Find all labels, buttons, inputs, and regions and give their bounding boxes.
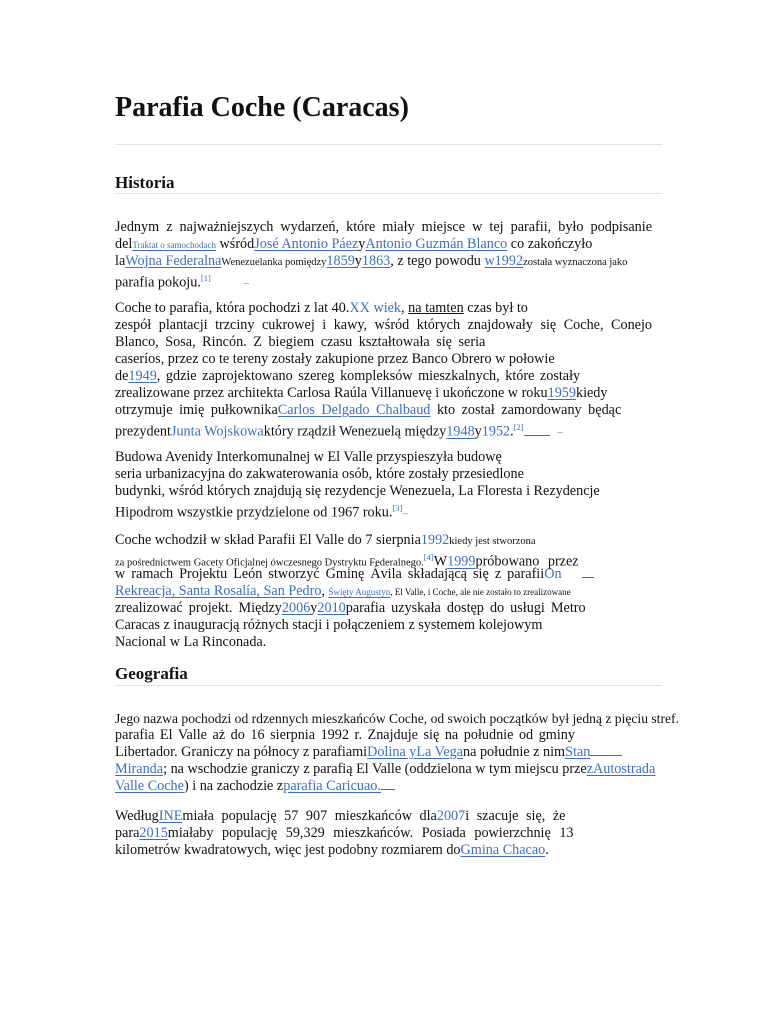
text-line: prezydentJunta Wojskowaktóry rządził Wenezuelą między1948y1952.[2]– [115, 422, 563, 440]
text-line: zrealizowane przez architekta Carlosa Raúla Villanuevę i ukończone w roku1959kiedy [115, 385, 608, 401]
link-1859[interactable]: 1859 [326, 253, 355, 269]
page-title: Parafia Coche (Caracas) [115, 92, 409, 123]
text-line: laWojna FederalnaWenezuelanka pomiędzy1859y1863, z tego powodu w1992została wyznaczona jako [115, 253, 628, 269]
text-line: Miranda; na wschodzie graniczy z parafią El Valle (oddzielona w tym miejscu przezAutostrada [115, 761, 656, 777]
link-2007[interactable]: 2007 [436, 808, 466, 824]
link-junta-wojskowa[interactable]: Junta Wojskowa [170, 423, 264, 440]
reference-1[interactable]: [1] [200, 273, 211, 283]
link-1992[interactable]: w1992 [484, 253, 524, 269]
link-autostrada[interactable]: zAutostrada [586, 761, 656, 777]
link-2006[interactable]: 2006 [281, 600, 311, 616]
title-divider [115, 144, 662, 145]
text-line: para2015miałaby populację 59,329 mieszkańców. Posiada powierzchnię 13 [115, 825, 574, 841]
historia-divider [115, 193, 662, 194]
section-heading-historia: Historia [115, 173, 175, 192]
dash-link[interactable]: – [402, 508, 408, 520]
text-line: Blanco, Sosa, Rincón. Z biegiem czasu kształtowała się seria [115, 334, 486, 350]
text-line: parafia pokoju.[1]– [115, 273, 250, 291]
link-1949[interactable]: 1949 [128, 368, 157, 384]
link-1952[interactable]: 1952 [481, 423, 511, 440]
link-rekreacja-santa-rosalia-san-pedro[interactable]: Rekreacja, Santa Rosalía, San Pedro [115, 583, 322, 599]
link-antonio-guzman-blanco[interactable]: Antonio Guzmán Blanco [365, 236, 508, 252]
text-line: budynki, wśród których znajdują się rezydencje Wenezuela, La Floresta i Rezydencje [115, 483, 600, 499]
link-1948[interactable]: 1948 [446, 423, 475, 440]
link-la-vega[interactable]: La Vega [416, 744, 464, 760]
text-line: Coche to parafia, która pochodzi z lat 40.XX wiek, na tamten czas był to [115, 300, 528, 316]
link-2015[interactable]: 2015 [139, 825, 168, 841]
text-line: WedługINEmiała populację 57 907 mieszkańców dla2007i szacuje się, że [115, 808, 566, 824]
link-wojna-federalna[interactable]: Wojna Federalna [125, 253, 222, 269]
link-jose-antonio-paez[interactable]: José Antonio Páez [254, 236, 359, 252]
text-line: otrzymuje imię pułkownikaCarlos Delgado Chalbaud kto został zamordowany będąc [115, 402, 622, 418]
link-stan[interactable]: Stan [565, 744, 591, 760]
text-line: Budowa Avenidy Interkomunalnej w El Valle przyspieszyła budowę [115, 449, 502, 465]
text-line: Jednym z najważniejszych wydarzeń, które miały miejsce w tej parafii, było podpisanie [115, 219, 652, 235]
link-1999[interactable]: 1999 [447, 553, 476, 570]
text-line: za pośrednictwem Gacety Oficjalnej ówczesnego Dystryktu Federalnego.[4]W1999próbowano przez [115, 552, 579, 570]
section-heading-geografia: Geografia [115, 664, 188, 683]
text-line: Rekreacja, Santa Rosalía, San Pedro, Święty Augustyn, El Valle, i Coche, ale nie zostało to zrealizowane [115, 583, 571, 599]
text-line: Libertador. Graniczy na północy z parafiamiDolina yLa Vegana południe z nimStan [115, 744, 652, 761]
link-dolina[interactable]: Dolina y [367, 744, 417, 760]
reference-3[interactable]: [3] [392, 503, 403, 513]
text-line: kilometrów kwadratowych, więc jest podobny rozmiarem doGmina Chacao. [115, 842, 549, 858]
text-line: parafia El Valle aż do 16 sierpnia 1992 r. Znajduje się na południe od gminy [115, 727, 575, 743]
link-parafia-caricuao[interactable]: parafia Caricuao. [283, 778, 381, 794]
link-on[interactable]: On [544, 566, 562, 582]
link-valle-coche[interactable]: Valle Coche [115, 778, 184, 794]
link-1959[interactable]: 1959 [547, 385, 576, 401]
text-line: Hipodrom wszystkie przydzielone od 1967 roku.[3]– [115, 503, 408, 521]
dash-link[interactable]: – [557, 427, 563, 439]
link-xx-wiek[interactable]: XX wiek [349, 300, 402, 316]
text-line: Valle Coche) i na zachodzie zparafia Caricuao. [115, 778, 652, 795]
link-2010[interactable]: 2010 [317, 600, 346, 616]
text-line: de1949, gdzie zaprojektowano szereg kompleksów mieszkalnych, które zostały [115, 368, 581, 384]
link-swiety-augustyn[interactable]: Święty Augustyn [328, 587, 391, 597]
reference-2[interactable]: [2] [513, 422, 524, 432]
dash-link[interactable]: – [243, 278, 250, 290]
link-1992[interactable]: 1992 [420, 532, 450, 548]
link-miranda[interactable]: Miranda [115, 761, 164, 777]
text-line: Caracas z inauguracją różnych stacji i połączeniem z systemem kolejowym [115, 617, 543, 633]
link-carlos-delgado-chalbaud[interactable]: Carlos Delgado Chalbaud [277, 402, 431, 418]
text-line: Nacional w La Rinconada. [115, 634, 267, 650]
reference-4[interactable]: [4] [423, 552, 434, 562]
link-traktat[interactable]: Traktat o samochodach [132, 240, 216, 250]
text-line: zrealizować projekt. Między2006y2010parafia uzyskała dostęp do usługi Metro [115, 600, 586, 616]
geografia-divider [115, 685, 662, 686]
link-1863[interactable]: 1863 [361, 253, 391, 269]
text-line: w ramach Projektu León stworzyć Gminę Ávila składającą się z parafiiOn [115, 566, 652, 583]
text-line: delTraktat o samochodach wśródJosé Antonio PáezyAntonio Guzmán Blanco co zakończyło [115, 236, 593, 252]
text-line: Coche wchodził w skład Parafii El Valle do 7 sierpnia1992kiedy jest stworzona [115, 532, 536, 548]
text-line: seria urbanizacyjna do zakwaterowania osób, które zostały przesiedlone [115, 466, 524, 482]
text-line: Jego nazwa pochodzi od rdzennych mieszkańców Coche, od swoich początków był jedną z pięciu stref. [115, 711, 679, 726]
link-ine[interactable]: INE [158, 808, 183, 824]
link-gmina-chacao[interactable]: Gmina Chacao [460, 842, 546, 858]
text-line: caseríos, przez co te tereny zostały zakupione przez Banco Obrero w połowie [115, 351, 555, 367]
text-line: zespół plantacji trzciny cukrowej i kawy, wśród których znajdowały się Coche, Conejo [115, 317, 652, 333]
